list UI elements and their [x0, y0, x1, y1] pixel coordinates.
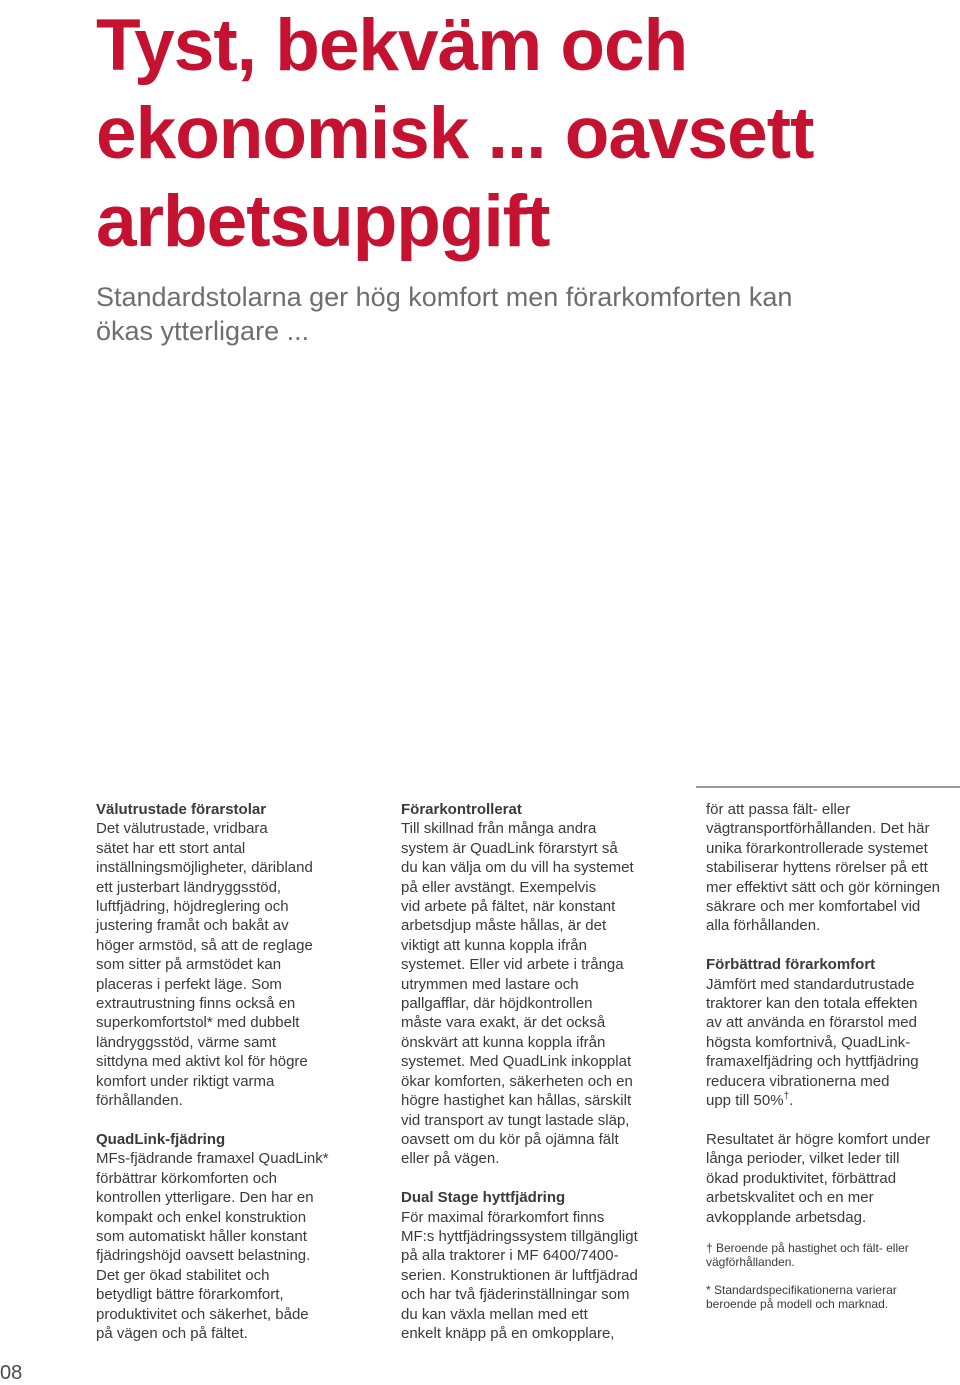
text-line: Jämfört med standardutrustade: [706, 975, 915, 993]
text-line: oavsett om du kör på ojämna fält: [401, 1130, 619, 1148]
text-line: viktigt att kunna koppla ifrån: [401, 936, 587, 954]
text-line: komfort under riktigt varma: [96, 1072, 275, 1090]
text-line: förbättrar körkomforten och: [96, 1169, 277, 1187]
text-line: förhållanden.: [96, 1092, 183, 1110]
text-line: höger armstöd, så att de reglage: [96, 936, 313, 954]
text-line: framaxelfjädring och hyttfjädring: [706, 1053, 919, 1071]
text-line: arbetsdjup måste hållas, är det: [401, 917, 607, 935]
footnote-line: vägförhållanden.: [706, 1255, 795, 1270]
text-line: luftfjädring, höjdreglering och: [96, 898, 289, 916]
text-line: som automatiskt håller konstant: [96, 1227, 307, 1245]
section-heading-dual-stage: Dual Stage hyttfjädring: [401, 1189, 566, 1207]
text-line: fjädringshöjd oavsett belastning.: [96, 1247, 311, 1265]
text-line: superkomfortstol* med dubbelt: [96, 1014, 300, 1032]
text-line: traktorer kan den totala effekten: [706, 995, 918, 1013]
text-line: enkelt knäpp på en omkopplare,: [401, 1324, 615, 1342]
text-line: Resultatet är högre komfort under: [706, 1130, 931, 1148]
text-line: långa perioder, vilket leder till: [706, 1150, 900, 1168]
sentence-end: .: [789, 1092, 794, 1110]
text-line: För maximal förarkomfort finns: [401, 1208, 605, 1226]
section-heading-seats: Välutrustade förarstolar: [96, 801, 267, 818]
text-line: sittdyna med aktivt kol för högre: [96, 1053, 308, 1071]
text-line: utrymmen med lastare och: [401, 975, 579, 993]
text-line: stabiliserar hyttens rörelser på ett: [706, 859, 928, 877]
text-line: eller på vägen.: [401, 1150, 500, 1168]
text-line: Det ger ökad stabilitet och: [96, 1266, 270, 1284]
text-line: ett justerbart ländryggsstöd,: [96, 878, 282, 896]
subtitle-line: Standardstolarna ger hög komfort men förarkomforten kan: [96, 282, 793, 312]
footnote-line: † Beroende på hastighet och fält- eller: [706, 1240, 909, 1255]
text-line: MF:s hyttfjädringssystem tillgängligt: [401, 1227, 638, 1245]
text-line: ländryggsstöd, värme samt: [96, 1033, 277, 1051]
text-line: placeras i perfekt läge. Som: [96, 975, 282, 993]
paragraph-seats: [96, 819, 366, 1110]
text-line: Till skillnad från många andra: [401, 820, 597, 838]
title-line: Tyst, bekväm och: [96, 5, 688, 86]
text-line: av att använda en förarstol med: [706, 1014, 917, 1032]
text-line: systemet. Med QuadLink inkopplat: [401, 1053, 632, 1071]
text-line: systemet. Eller vid arbete i trånga: [401, 956, 624, 974]
text-line: du kan växla mellan med ett: [401, 1305, 588, 1323]
text-line: avkopplande arbetsdag.: [706, 1208, 867, 1226]
text-line: Det välutrustade, vridbara: [96, 820, 268, 838]
text-line: vid arbete på fältet, när konstant: [401, 898, 616, 916]
text-line: system är QuadLink förarstyrt så: [401, 839, 618, 857]
text-line: produktivitet och säkerhet, både: [96, 1305, 309, 1323]
text-line: högsta komfortnivå, QuadLink-: [706, 1033, 911, 1051]
text-line: på alla traktorer i MF 6400/7400-: [401, 1247, 619, 1265]
subtitle-line: ökas ytterligare ...: [96, 316, 310, 346]
text-line: [706, 1091, 960, 1110]
text-line: pallgafflar, där höjdkontrollen: [401, 995, 593, 1013]
text-line: mer effektivt sätt och gör körningen: [706, 878, 941, 896]
text-column-2: [401, 800, 671, 1343]
section-heading-improved-comfort: Förbättrad förarkomfort: [706, 956, 876, 974]
text-line: MFs-fjädrande framaxel QuadLink*: [96, 1150, 329, 1168]
text-line: extrautrustning finns också en: [96, 995, 296, 1013]
text-line: arbetskvalitet och en mer: [706, 1189, 874, 1207]
section-heading-driver-controlled: Förarkontrollerat: [401, 801, 522, 818]
text-line: säkrare och mer komfortabel vid: [706, 898, 921, 916]
page-number: 08: [0, 1362, 23, 1384]
text-line: för att passa fält- eller: [706, 801, 851, 818]
text-line: justering framåt och bakåt av: [96, 917, 289, 935]
page-subtitle: [96, 280, 792, 348]
paragraph-continued: [706, 800, 960, 936]
text-line: kontrollen ytterligare. Den har en: [96, 1189, 314, 1207]
paragraph-result: [706, 1130, 960, 1227]
text-line: önskvärt att kunna koppla ifrån: [401, 1033, 606, 1051]
text-line: alla förhållanden.: [706, 917, 821, 935]
footnote-asterisk: [706, 1283, 960, 1312]
column-divider-rule: [696, 786, 960, 788]
page-title: [96, 2, 813, 266]
title-line: ekonomisk ... oavsett: [96, 93, 814, 174]
text-line: inställningsmöjligheter, däribland: [96, 859, 313, 877]
text-line: sätet har ett stort antal: [96, 839, 246, 857]
text-line: serien. Konstruktionen är luftfjädrad: [401, 1266, 638, 1284]
text-column-3: [706, 800, 960, 1312]
paragraph-driver-controlled: [401, 819, 671, 1168]
text-line: högre hastighet kan hållas, särskilt: [401, 1092, 632, 1110]
text-line: på eller avstängt. Exempelvis: [401, 878, 597, 896]
text-column-1: [96, 800, 366, 1343]
title-line: arbetsuppgift: [96, 181, 550, 262]
footnote-dagger: [706, 1241, 960, 1270]
text-line: du kan välja om du vill ha systemet: [401, 859, 634, 877]
text-line: ökar komforten, säkerheten och en: [401, 1072, 633, 1090]
text-line: på vägen och på fältet.: [96, 1324, 248, 1342]
footnote-marker-dagger: †: [783, 1091, 790, 1103]
text-line: som sitter på armstödet kan: [96, 956, 282, 974]
text-line: kompakt och enkel konstruktion: [96, 1208, 307, 1226]
text-line: vägtransportförhållanden. Det här: [706, 820, 930, 838]
paragraph-dual-stage: [401, 1208, 671, 1344]
paragraph-quadlink: [96, 1149, 366, 1343]
text-line: och har två fjäderinställningar som: [401, 1286, 630, 1304]
paragraph-improved-comfort: [706, 975, 960, 1111]
footnote-line: * Standardspecifikationerna varierar: [706, 1282, 897, 1297]
text-line: måste vara exakt, är det också: [401, 1014, 606, 1032]
text-line: ökad produktivitet, förbättrad: [706, 1169, 897, 1187]
text-line: vid transport av tungt lastade släp,: [401, 1111, 630, 1129]
footnote-line: beroende på modell och marknad.: [706, 1297, 889, 1312]
text-line: unika förarkontrollerade systemet: [706, 839, 928, 857]
section-heading-quadlink: QuadLink-fjädring: [96, 1130, 226, 1148]
vibration-reduction-text: upp till 50%: [706, 1092, 784, 1110]
text-line: betydligt bättre förarkomfort,: [96, 1286, 284, 1304]
text-line: reducera vibrationerna med: [706, 1072, 890, 1090]
